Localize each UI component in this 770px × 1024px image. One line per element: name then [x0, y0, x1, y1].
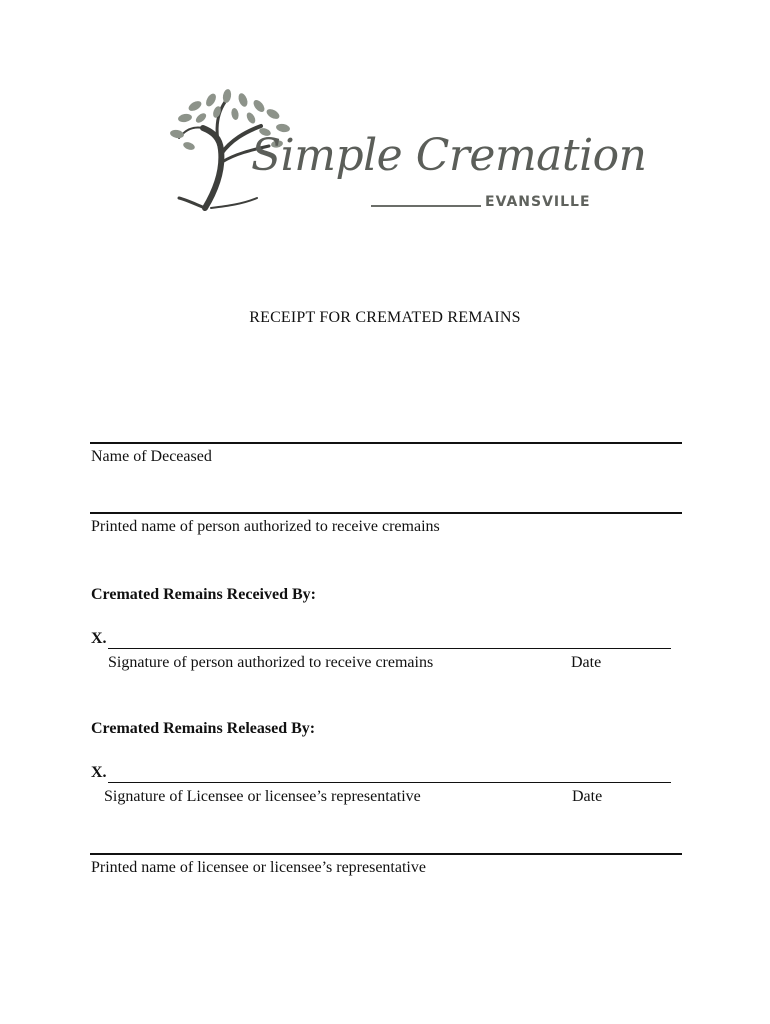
logo-location: EVANSVILLE — [485, 194, 591, 210]
deceased-name-field[interactable] — [90, 442, 682, 444]
received-signature-label: Signature of person authorized to receive cremains — [108, 654, 434, 671]
received-x-mark: X. — [91, 630, 107, 647]
released-x-mark: X. — [91, 764, 107, 781]
received-signature-line — [108, 648, 671, 649]
deceased-name-label: Name of Deceased — [91, 448, 212, 465]
receiver-printed-name-field[interactable] — [90, 512, 682, 514]
released-signature-line — [108, 782, 671, 783]
received-by-heading: Cremated Remains Received By: — [91, 586, 316, 603]
received-date-label: Date — [571, 654, 602, 671]
document-title: RECEIPT FOR CREMATED REMAINS — [249, 309, 521, 326]
released-by-heading: Cremated Remains Released By: — [91, 720, 316, 737]
licensee-printed-name-label: Printed name of licensee or licensee’s representative — [91, 859, 426, 876]
released-signature-label: Signature of Licensee or licensee’s representative — [104, 788, 421, 805]
company-logo — [165, 88, 647, 218]
receiver-printed-name-label: Printed name of person authorized to receive cremains — [91, 518, 440, 535]
released-date-label: Date — [572, 788, 603, 805]
licensee-printed-name-field[interactable] — [90, 853, 682, 855]
released-signature-field[interactable] — [91, 764, 671, 786]
logo-wordmark: Simple Cremation — [251, 130, 647, 181]
received-signature-field[interactable] — [91, 630, 671, 652]
logo-divider — [371, 205, 481, 207]
